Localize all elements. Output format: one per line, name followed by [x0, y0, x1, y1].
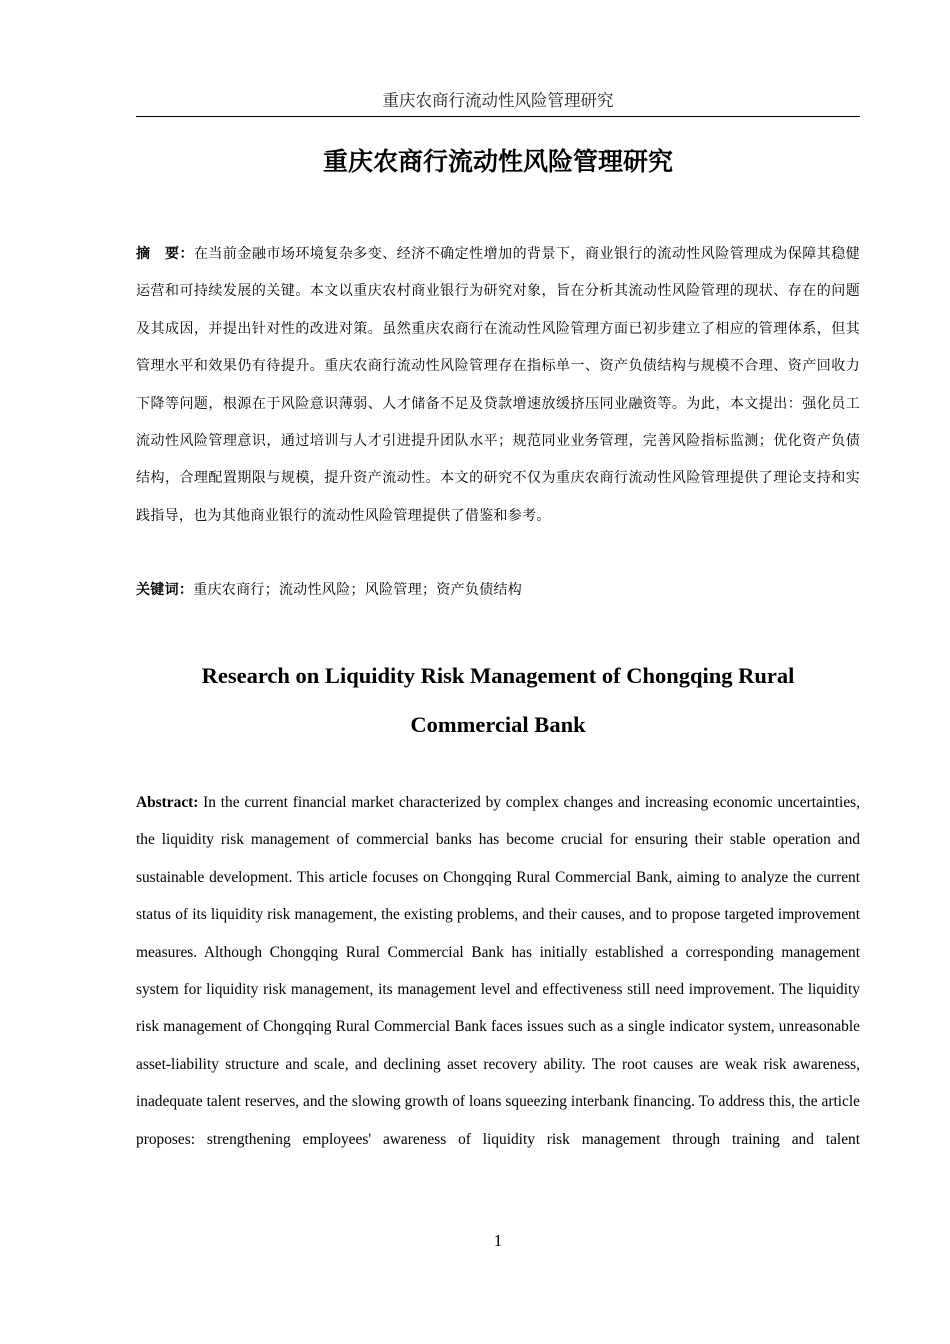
chinese-abstract-text: 在当前金融市场环境复杂多变、经济不确定性增加的背景下，商业银行的流动性风险管理成为保障其稳健运营和可持续发展的关键。本文以重庆农村商业银行为研究对象，旨在分析其流动性风险管理的现状、存在的问题及其成因，并提出针对性的改进对策。虽然重庆农商行在流动性风险管理方面已初步建立了相应的管理体系，但其管理水平和效果仍有待提升。重庆农商行流动性风险管理存在指标单一、资产负债结构与规模不合理、资产回收力下降等问题，根源在于风险意识薄弱、人才储备不足及贷款增速放缓挤压同业融资等。为此，本文提出：强化员工流动性风险管理意识，通过培训与人才引进提升团队水平；规范同业业务管理，完善风险指标监测；优化资产负债结构，合理配置期限与规模，提升资产流动性。本文的研究不仅为重庆农商行流动性风险管理提供了理论支持和实践指导，也为其他商业银行的流动性风险管理提供了借鉴和参考。 — [136, 246, 860, 524]
running-header: 重庆农商行流动性风险管理研究 — [382, 91, 614, 110]
chinese-keywords — [136, 572, 860, 609]
page-number: 1 — [493, 1231, 503, 1250]
chinese-abstract — [136, 236, 860, 535]
english-abstract-text: In the current financial market characterized by complex changes and increasing economic uncertainties, the liquidity risk management of commercial banks has become crucial for ensuring their stable operation and sustainable development. This article focuses on Chongqing Rural Commercial Bank, aiming to analyze the current status of its liquidity risk management, the existing problems, and their causes, and to propose targeted improvement measures. Although Chongqing Rural Commercial Bank has initially established a corresponding management system for liquidity risk management, its management level and effectiveness still need improvement. The liquidity risk management of Chongqing Rural Commercial Bank faces issues such as a single indicator system, unreasonable asset-liability structure and scale, and declining asset recovery ability. The root causes are weak risk awareness, inadequate talent reserves, and the slowing growth of loans squeezing interbank financing. To address this, the article proposes: strengthening employees' awareness of liquidity risk management through training and talent — [136, 794, 860, 1148]
english-title: Research on Liquidity Risk Management of Chongqing Rural Commercial Bank — [201, 663, 795, 737]
chinese-title: 重庆农商行流动性风险管理研究 — [322, 147, 673, 176]
english-abstract-label: Abstract: — [136, 794, 199, 811]
header-divider — [136, 116, 860, 117]
chinese-keywords-text: 重庆农商行；流动性风险；风险管理；资产负债结构 — [193, 582, 523, 598]
chinese-keywords-label: 关键词： — [136, 582, 194, 598]
english-abstract — [136, 784, 860, 1158]
chinese-abstract-label: 摘 要： — [136, 246, 194, 262]
